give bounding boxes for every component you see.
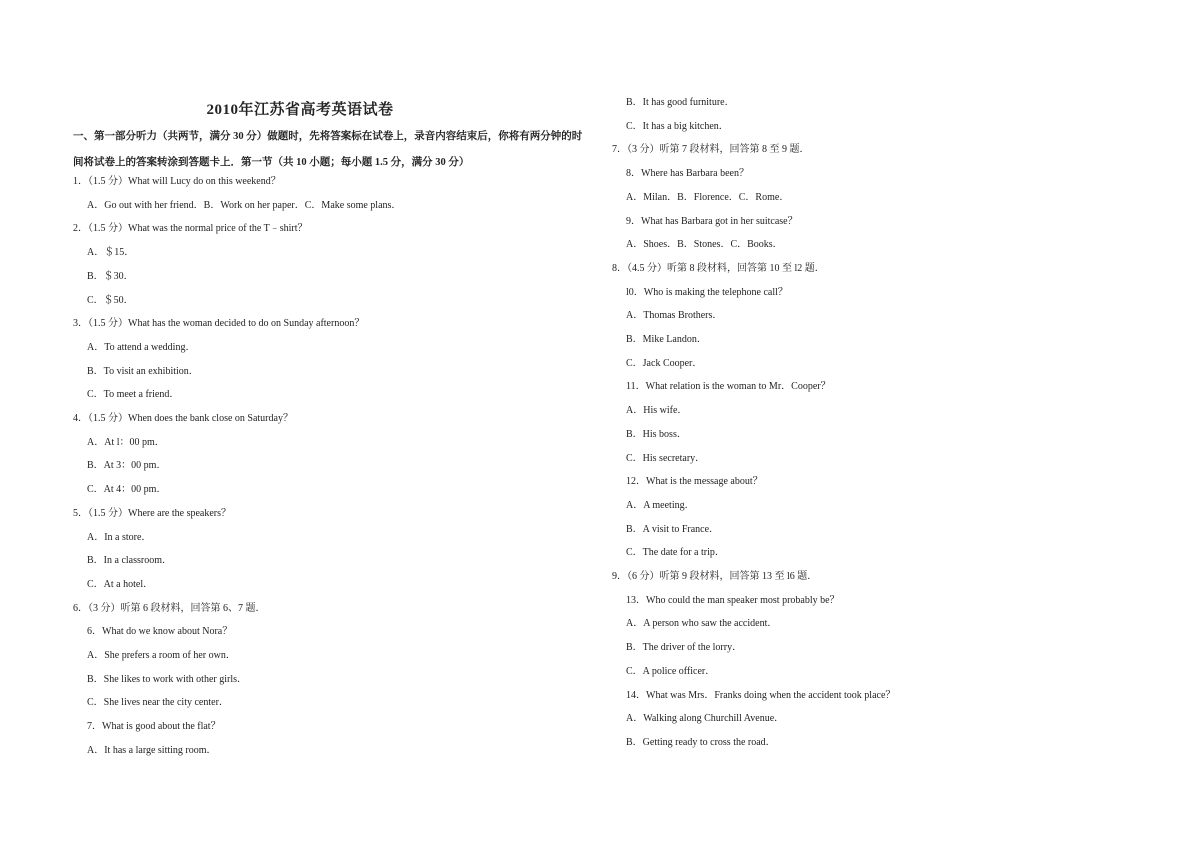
question-line: 4．（1.5 分）When does the bank close on Saturday？ (73, 413, 293, 425)
answer-option-line: 12．What is the message about？ (626, 476, 763, 488)
question-line: 9．（6 分）听第 9 段材料，回答第 13 至 l6 题． (612, 571, 818, 583)
answer-option-line: 7．What is good about the flat？ (87, 721, 221, 733)
answer-option-line: C．To meet a friend． (87, 389, 180, 401)
page-title: 2010年江苏省高考英语试卷 (206, 102, 394, 118)
answer-option-line: A．At l：00 pm． (87, 436, 165, 448)
answer-option-line: 6．What do we know about Nora？ (87, 626, 233, 638)
question-line: 8．（4.5 分）听第 8 段材料，回答第 10 至 l2 题． (612, 262, 825, 274)
answer-option-line: C．At a hotel． (87, 578, 154, 590)
answer-option-line: A．His wife． (626, 405, 688, 417)
answer-option-line: A．Milan．B．Florence．C．Rome． (626, 191, 790, 203)
question-line: 1．（1.5 分）What will Lucy do on this weekend？ (73, 176, 281, 187)
answer-option-line: B．The driver of the lorry． (626, 642, 743, 654)
answer-option-line: C．His secretary． (626, 452, 706, 464)
question-line: 7．（3 分）听第 7 段材料，回答第 8 至 9 题． (612, 144, 810, 156)
answer-option-line: C．It has a big kitchen． (626, 120, 729, 132)
answer-option-line: A．A meeting． (626, 499, 695, 511)
question-line: 2．（1.5 分）What was the normal price of the T﹣shirt？ (73, 223, 308, 235)
answer-option-line: 14．What was Mrs．Franks doing when the accident took place？ (626, 689, 896, 701)
answer-option-line: A．Thomas Brothers． (626, 310, 723, 322)
answer-option-line: A．To attend a wedding． (87, 341, 196, 353)
answer-option-line: B．＄30． (87, 270, 134, 282)
question-line: 6．（3 分）听第 6 段材料，回答第 6、7 题． (73, 602, 266, 614)
left-column (73, 170, 593, 763)
answer-option-line: B．She likes to work with other girls． (87, 673, 247, 685)
answer-option-line: B．Mike Landon． (626, 334, 707, 346)
answer-option-line: B．At 3：00 pm． (87, 460, 167, 472)
question-line: 5．（1.5 分）Where are the speakers？ (73, 507, 231, 519)
answer-option-line: C．A police officer． (626, 665, 716, 677)
answer-option-line: B．His boss． (626, 428, 687, 440)
answer-option-line: B．Getting ready to cross the road． (626, 736, 776, 748)
answer-option-line: A．In a store． (87, 531, 152, 543)
answer-option-line: A．A person who saw the accident． (626, 618, 778, 630)
answer-option-line: C．＄50． (87, 294, 134, 306)
question-line: 3．（1.5 分）What has the woman decided to do on Sunday afternoon？ (73, 318, 365, 330)
answer-option-line: B．To visit an exhibition． (87, 365, 199, 377)
answer-option-line: C．Jack Cooper． (626, 357, 703, 369)
answer-option-line: B．A visit to France． (626, 523, 720, 535)
answer-option-line: 8．Where has Barbara been？ (626, 168, 749, 180)
section-instructions (73, 124, 593, 176)
answer-option-line: C．The date for a trip． (626, 547, 725, 559)
answer-option-line: A．Walking along Churchill Avenue． (626, 713, 785, 725)
answer-option-line: B．It has good furniture． (626, 97, 735, 108)
answer-option-line: B．In a classroom． (87, 555, 172, 567)
right-column (612, 91, 1132, 755)
answer-option-line: 11．What relation is the woman to Mr．Cooper？ (626, 381, 831, 393)
answer-option-line: A．It has a large sitting room． (87, 744, 217, 756)
answer-option-line: 9．What has Barbara got in her suitcase？ (626, 215, 798, 227)
answer-option-line: l0．Who is making the telephone call？ (626, 286, 788, 298)
answer-option-line: A．Go out with her friend．B．Work on her paper．C．Make some plans． (87, 199, 402, 211)
answer-option-line: A．She prefers a room of her own． (87, 650, 236, 662)
answer-option-line: A．＄15． (87, 247, 135, 259)
answer-option-line: C．At 4：00 pm． (87, 484, 167, 496)
answer-option-line: A．Shoes．B．Stones．C．Books． (626, 239, 783, 251)
answer-option-line: C．She lives near the city center． (87, 697, 229, 709)
answer-option-line: 13．Who could the man speaker most probably be？ (626, 594, 840, 606)
instruction-line: 间将试卷上的答案转涂到答题卡上．第一节（共 10 小题；每小题 1.5 分，满分 30 分） (73, 157, 470, 168)
instruction-line: 一、第一部分听力（共两节，满分 30 分）做题时，先将答案标在试卷上，录音内容结束后，你将有两分钟的时 (73, 131, 583, 142)
